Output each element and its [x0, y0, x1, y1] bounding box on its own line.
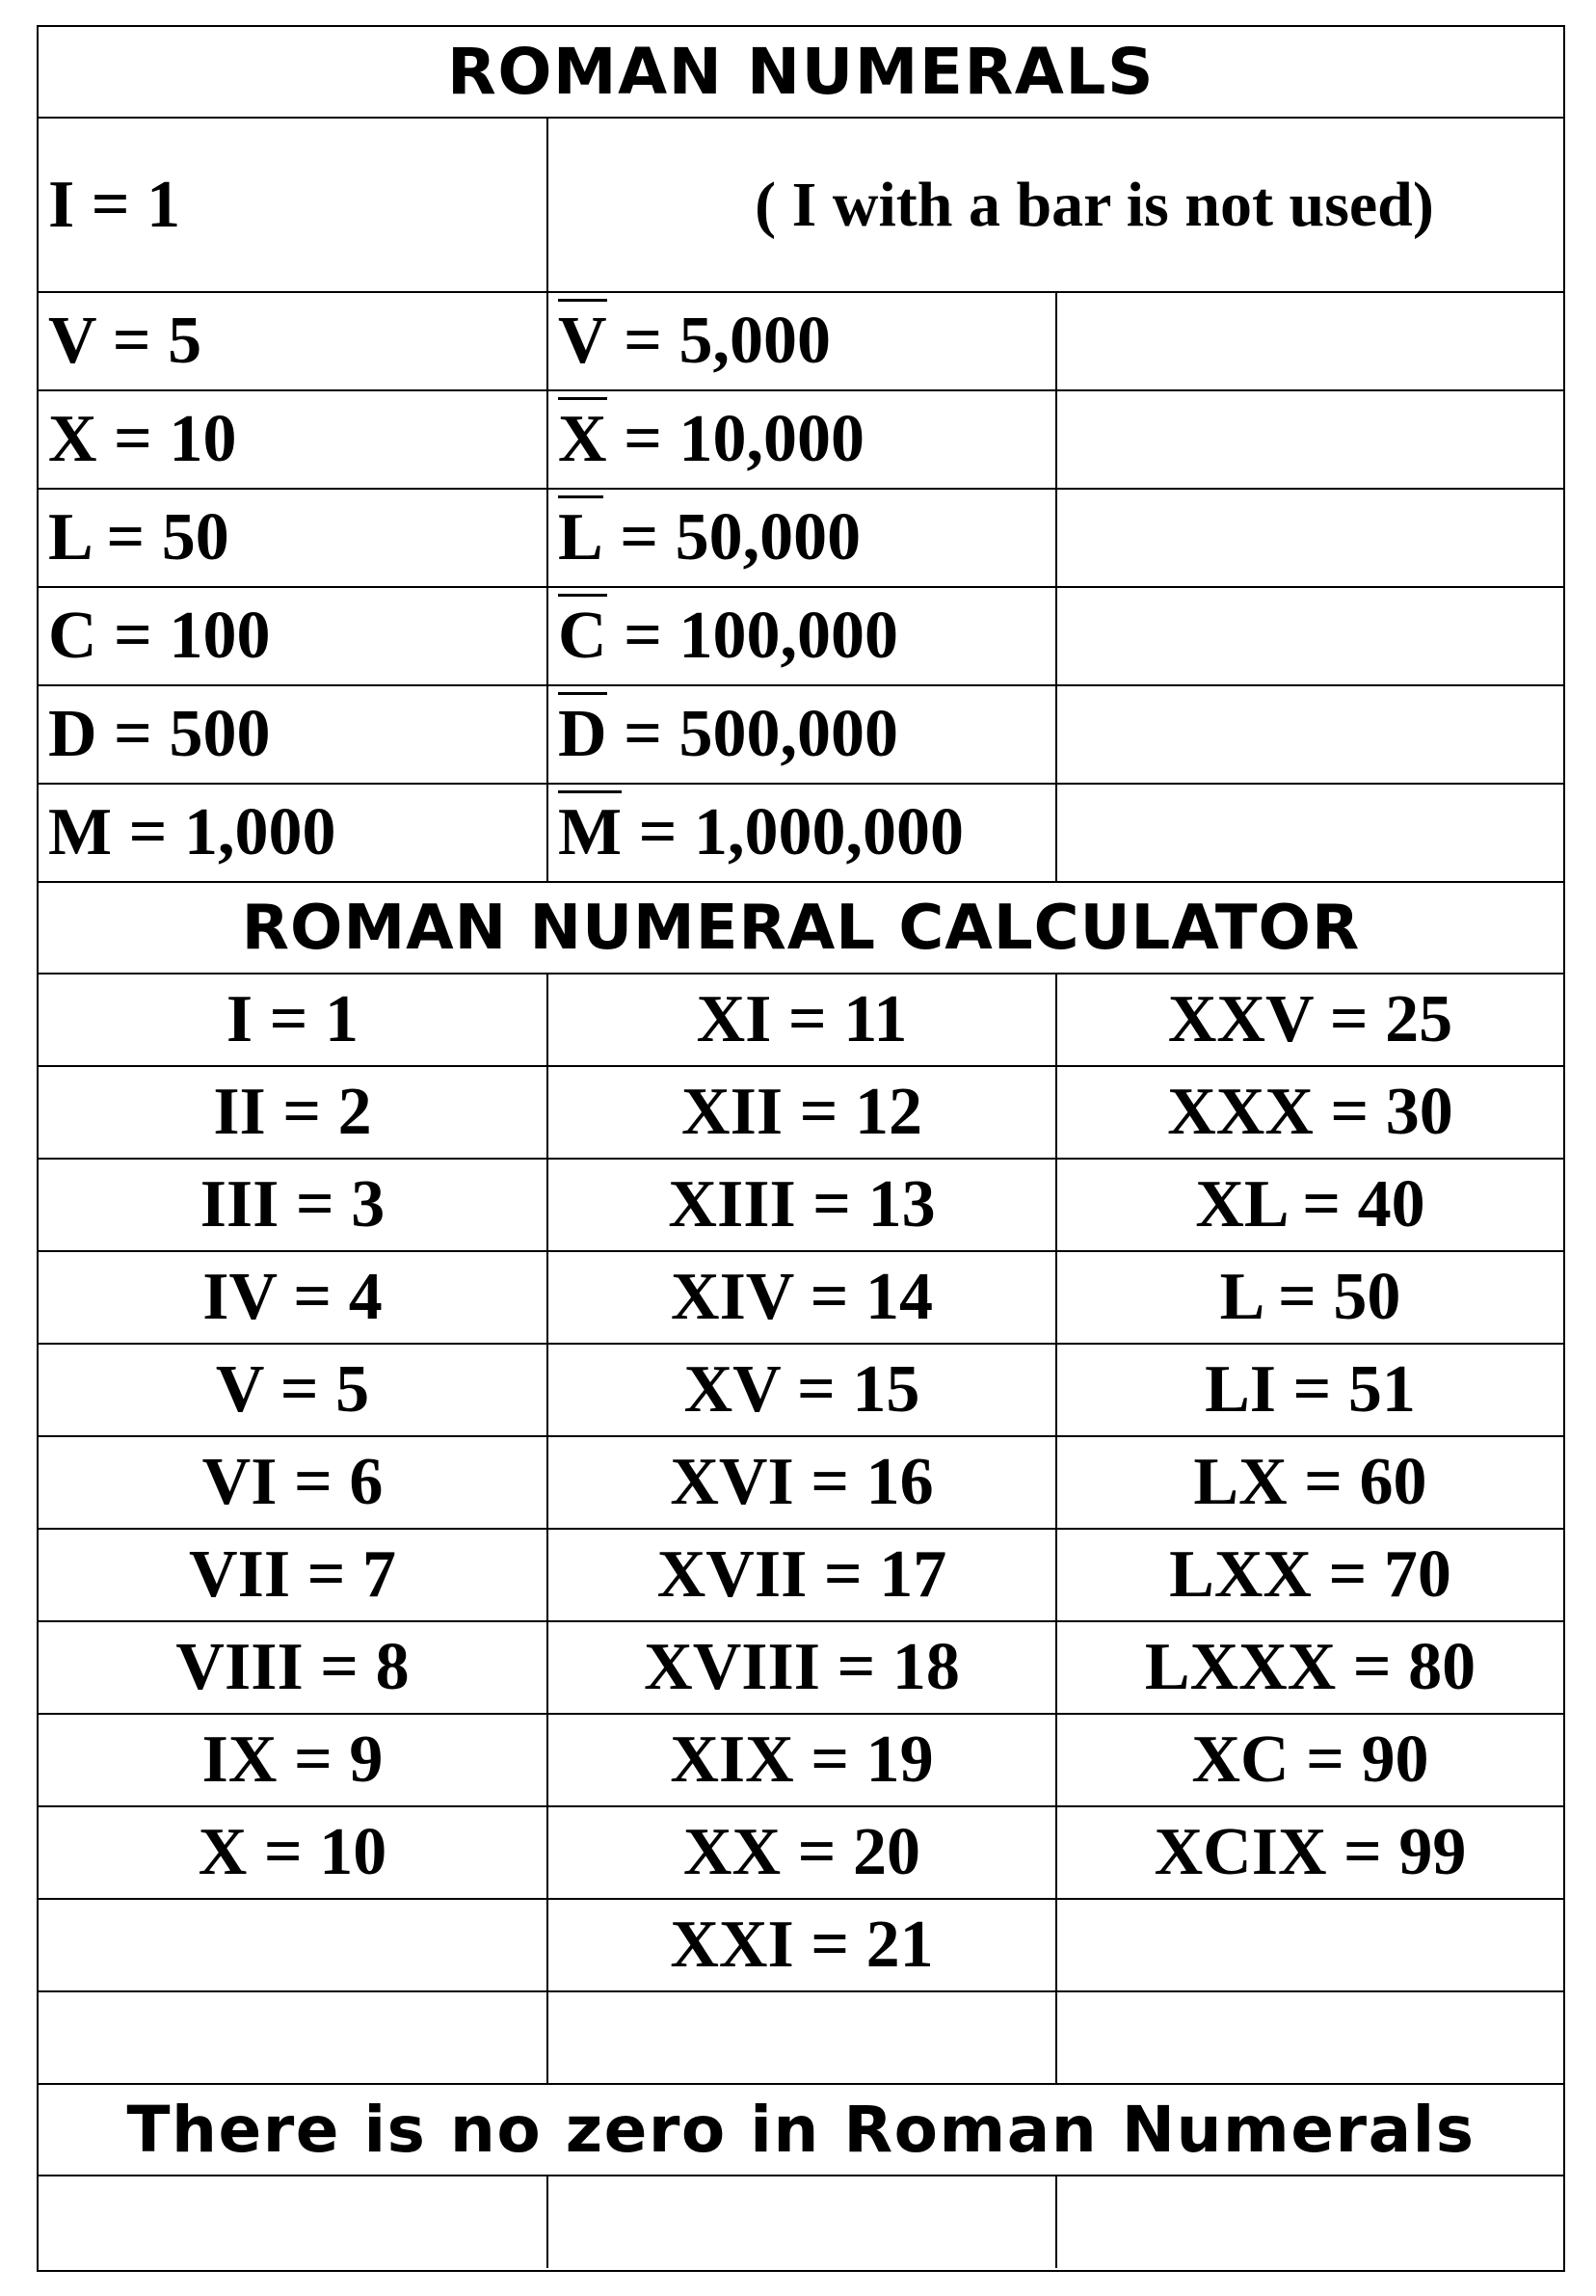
calc-cell: L = 50: [1057, 1252, 1563, 1345]
calc-cell: LXXX = 80: [1057, 1622, 1563, 1715]
calc-cell: XIII = 13: [548, 1160, 1057, 1252]
overbar-symbol: X: [558, 402, 607, 476]
numeral-l-bar: [548, 490, 1057, 588]
numeral-v: V = 5: [39, 293, 548, 391]
calc-cell: VIII = 8: [39, 1622, 548, 1715]
numeral-l: L = 50: [39, 490, 548, 588]
overbar-value: = 1,000,000: [638, 795, 964, 869]
calc-cell: VII = 7: [39, 1530, 548, 1622]
calc-cell: XII = 12: [548, 1067, 1057, 1160]
page-title: ROMAN NUMERALS: [39, 27, 1563, 119]
calc-cell: XC = 90: [1057, 1715, 1563, 1807]
calc-cell: VI = 6: [39, 1437, 548, 1530]
empty-cell: [1057, 686, 1563, 785]
overbar-symbol: L: [558, 500, 603, 574]
calc-cell: XIV = 14: [548, 1252, 1057, 1345]
footer-note: There is no zero in Roman Numerals: [39, 2085, 1563, 2176]
calc-cell: [548, 1992, 1057, 2085]
calc-cell: III = 3: [39, 1160, 548, 1252]
overbar-value: = 10,000: [624, 402, 864, 476]
calc-cell: [1057, 1900, 1563, 1992]
numeral-x-bar: [548, 391, 1057, 490]
roman-numerals-chart: [37, 25, 1565, 2272]
bar-note: ( I with a bar is not used): [548, 119, 1563, 293]
calc-cell: XVIII = 18: [548, 1622, 1057, 1715]
calc-cell: [39, 1900, 548, 1992]
empty-cell: [548, 2176, 1057, 2268]
overbar-value: = 5,000: [624, 304, 831, 378]
overbar-value: = 500,000: [624, 697, 898, 771]
empty-cell: [1057, 588, 1563, 686]
empty-cell: [1057, 2176, 1563, 2268]
calc-cell: LX = 60: [1057, 1437, 1563, 1530]
empty-cell: [1057, 785, 1563, 883]
calc-cell: [1057, 1992, 1563, 2085]
calc-cell: LXX = 70: [1057, 1530, 1563, 1622]
calc-cell: IV = 4: [39, 1252, 548, 1345]
calc-cell: XL = 40: [1057, 1160, 1563, 1252]
calc-cell: XCIX = 99: [1057, 1807, 1563, 1900]
calc-cell: [39, 1992, 548, 2085]
calc-cell: XXV = 25: [1057, 974, 1563, 1067]
overbar-symbol: M: [558, 795, 623, 869]
numeral-m-bar: [548, 785, 1057, 883]
calc-cell: XVI = 16: [548, 1437, 1057, 1530]
numeral-v-bar: [548, 293, 1057, 391]
calc-cell: XVII = 17: [548, 1530, 1057, 1622]
numeral-m: M = 1,000: [39, 785, 548, 883]
overbar-symbol: C: [558, 599, 607, 673]
empty-cell: [1057, 293, 1563, 391]
numeral-d: D = 500: [39, 686, 548, 785]
numeral-x: X = 10: [39, 391, 548, 490]
empty-cell: [1057, 490, 1563, 588]
numeral-c-bar: [548, 588, 1057, 686]
calc-cell: XI = 11: [548, 974, 1057, 1067]
calc-cell: XX = 20: [548, 1807, 1057, 1900]
calc-cell: XXX = 30: [1057, 1067, 1563, 1160]
numeral-i: I = 1: [39, 119, 548, 293]
calc-cell: LI = 51: [1057, 1345, 1563, 1437]
overbar-symbol: D: [558, 697, 607, 771]
overbar-symbol: V: [558, 304, 607, 378]
calc-cell: XXI = 21: [548, 1900, 1057, 1992]
overbar-value: = 50,000: [620, 500, 862, 574]
numeral-c: C = 100: [39, 588, 548, 686]
empty-cell: [39, 2176, 548, 2268]
empty-cell: [1057, 391, 1563, 490]
numeral-d-bar: [548, 686, 1057, 785]
overbar-value: = 100,000: [624, 599, 898, 673]
calc-cell: V = 5: [39, 1345, 548, 1437]
calc-cell: XV = 15: [548, 1345, 1057, 1437]
calc-cell: I = 1: [39, 974, 548, 1067]
calc-cell: X = 10: [39, 1807, 548, 1900]
calculator-title: ROMAN NUMERAL CALCULATOR: [39, 883, 1563, 974]
calc-cell: II = 2: [39, 1067, 548, 1160]
calc-cell: XIX = 19: [548, 1715, 1057, 1807]
calc-cell: IX = 9: [39, 1715, 548, 1807]
